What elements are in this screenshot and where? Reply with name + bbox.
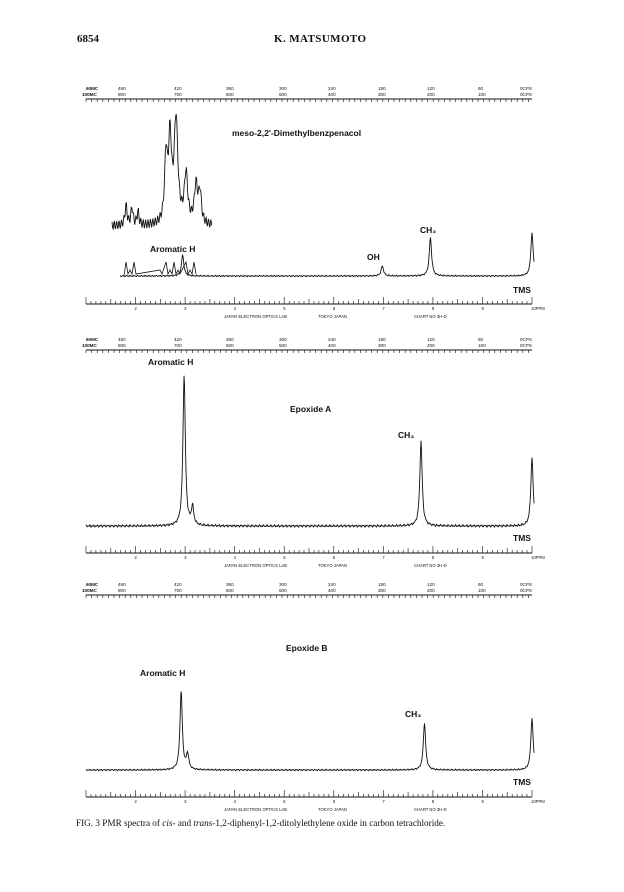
scale-row2-value: 200 [427, 343, 435, 348]
ppm-tick-label: 6 [332, 799, 336, 804]
scale-row2-value: 300 [378, 343, 386, 348]
scale-row1-value: 120 [427, 337, 435, 342]
ppm-footer-mid: TOKYO JAPAN [318, 807, 347, 812]
spectrum-3-label-aromatic: Aromatic H [140, 668, 186, 678]
ppm-tick-label: 9 [481, 799, 484, 804]
scale-row2-value: 100 [478, 588, 486, 593]
scale-row1-value: 180 [378, 582, 386, 587]
ppm-footer-left: JAPAN ELECTRON OPTICS LAB [224, 807, 287, 812]
ppm-tick-label: 5 [283, 555, 286, 560]
ppm-tick-label: 7 [382, 799, 385, 804]
figure-caption [76, 818, 556, 828]
ppm-tick-label: 4 [233, 799, 237, 804]
scale-row2-value: 100 [478, 92, 486, 97]
scale-row1-value: 420 [174, 582, 182, 587]
spectrum-3-title: Epoxide B [286, 643, 328, 653]
scale-row2-value: 500 [279, 343, 287, 348]
ppm-tick-label: 8 [431, 306, 435, 311]
scale-row1-value: 60 [478, 582, 484, 587]
scale-header [82, 86, 532, 102]
scale-row1-value: 240 [328, 86, 336, 91]
spectrum-3-label-ch3: CH₃ [405, 709, 422, 719]
ppm-axis [86, 546, 545, 568]
scale-row2-value: 300 [378, 588, 386, 593]
scale-row2-value: 0CPS [520, 92, 533, 97]
ppm-footer-right: CHART NO 3H-D [414, 314, 447, 319]
ppm-tick-label: 9 [481, 306, 484, 311]
ppm-tick-label: 5 [283, 306, 286, 311]
spectrum-1-title: meso-2,2'-Dimethylbenzpenacol [232, 128, 362, 138]
scale-row2-value: 0CPS [520, 588, 533, 593]
scale-row1-value: 60 [478, 337, 484, 342]
scale-row1-value: 360 [226, 337, 234, 342]
ppm-footer-mid: TOKYO JAPAN [318, 563, 347, 568]
scale-row1-value: 60 [478, 86, 484, 91]
caption-cis: cis- [162, 818, 176, 828]
scale-row1-value: 480 [118, 86, 126, 91]
spectrum-1-aromatic-expansion [112, 114, 212, 229]
scale-row2-value: 600 [226, 588, 234, 593]
caption-trans: trans- [193, 818, 216, 828]
spectrum-1-label-ch3: CH₃ [420, 225, 437, 235]
scale-row1-value: 300 [279, 582, 287, 587]
scale-row1-value: 0CPS [520, 337, 533, 342]
scale-row1-value: 300 [279, 86, 287, 91]
ppm-tick-label: 10PPM [531, 306, 545, 311]
scale-row1-label: 60MC [86, 86, 99, 91]
scale-row2-value: 700 [174, 343, 182, 348]
ppm-axis-ticks [86, 546, 532, 553]
caption-text-c: 1,2-diphenyl-1,2-ditolylethylene oxide in carbon tetrachloride. [215, 818, 446, 828]
spectrum-2-label-aromatic: Aromatic H [148, 357, 194, 367]
spectrum-1-label-tms: TMS [513, 285, 531, 295]
scale-row2-value: 0CPS [520, 343, 533, 348]
scale-row2-value: 600 [226, 92, 234, 97]
scale-row1-value: 360 [226, 582, 234, 587]
scale-row1-value: 180 [378, 86, 386, 91]
ppm-tick-label: 4 [233, 555, 237, 560]
ppm-tick-label: 8 [431, 799, 435, 804]
scale-row1-value: 240 [328, 337, 336, 342]
ppm-tick-label: 7 [382, 555, 385, 560]
scale-row1-value: 120 [427, 582, 435, 587]
spectrum-2-title: Epoxide A [290, 404, 332, 414]
spectrum-2-label-tms: TMS [513, 533, 531, 543]
spectrum-1-label-oh: OH [367, 252, 380, 262]
scale-row1-label: 60MC [86, 337, 99, 342]
scale-row2-value: 400 [328, 343, 336, 348]
scale-row1-value: 360 [226, 86, 234, 91]
ppm-tick-label: 2 [134, 555, 137, 560]
scale-row1-value: 0CPS [520, 86, 533, 91]
ppm-footer-mid: TOKYO JAPAN [318, 314, 347, 319]
ppm-tick-label: 6 [332, 306, 336, 311]
caption-text-a: PMR spectra of [102, 818, 163, 828]
ppm-tick-label: 6 [332, 555, 336, 560]
scale-row2-value: 100 [478, 343, 486, 348]
ppm-tick-label: 2 [134, 306, 137, 311]
scale-row2-label: 100MC [82, 92, 97, 97]
ppm-tick-label: 7 [382, 306, 385, 311]
scale-row1-value: 240 [328, 582, 336, 587]
scale-row1-value: 420 [174, 86, 182, 91]
scale-row2-value: 200 [427, 588, 435, 593]
spectrum-1-aromatic-multiplet [124, 262, 196, 276]
scale-row1-value: 300 [279, 337, 287, 342]
ppm-tick-label: 8 [431, 555, 435, 560]
scale-row2-value: 300 [378, 92, 386, 97]
scale-row2-value: 700 [174, 92, 182, 97]
scale-row2-value: 200 [427, 92, 435, 97]
spectrum-1-label-aromatic: Aromatic H [150, 244, 196, 254]
scale-row1-value: 420 [174, 337, 182, 342]
scale-row2-value: 400 [328, 588, 336, 593]
ppm-tick-label: 3 [184, 306, 187, 311]
scale-row1-value: 0CPS [520, 582, 533, 587]
scale-row2-label: 100MC [82, 588, 97, 593]
scale-row2-value: 800 [118, 588, 126, 593]
scale-row2-value: 600 [226, 343, 234, 348]
scale-row2-value: 800 [118, 92, 126, 97]
spectrum-2-label-ch3: CH₃ [398, 430, 415, 440]
scale-row1-value: 480 [118, 337, 126, 342]
ppm-tick-label: 5 [283, 799, 286, 804]
page-number: 6854 [77, 33, 99, 45]
scale-row2-value: 400 [328, 92, 336, 97]
ppm-axis-ticks [86, 297, 532, 304]
ppm-footer-left: JAPAN ELECTRON OPTICS LAB [224, 563, 287, 568]
scale-row1-value: 180 [378, 337, 386, 342]
caption-text-b: and [175, 818, 194, 828]
spectrum-3-label-tms: TMS [513, 777, 531, 787]
scale-row2-value: 700 [174, 588, 182, 593]
caption-fig-label: FIG. 3 [76, 818, 100, 828]
ppm-axis-ticks [86, 790, 532, 797]
running-head-author: K. MATSUMOTO [274, 33, 367, 45]
ppm-tick-label: 4 [233, 306, 237, 311]
ppm-axis [86, 297, 545, 319]
scale-row2-value: 500 [279, 588, 287, 593]
ppm-footer-right: CHART NO 3H-D [414, 807, 447, 812]
ppm-axis [86, 790, 545, 812]
scale-row2-value: 800 [118, 343, 126, 348]
scale-row1-value: 120 [427, 86, 435, 91]
ppm-footer-right: CHART NO 3H-D [414, 563, 447, 568]
ppm-tick-label: 9 [481, 555, 484, 560]
scale-row1-label: 60MC [86, 582, 99, 587]
spectrum-3-trace [86, 691, 534, 770]
ppm-tick-label: 10PPM [531, 799, 545, 804]
scale-row2-label: 100MC [82, 343, 97, 348]
scale-header [82, 337, 532, 353]
ppm-tick-label: 3 [184, 799, 187, 804]
scale-row2-value: 500 [279, 92, 287, 97]
scale-header [82, 582, 532, 598]
ppm-tick-label: 10PPM [531, 555, 545, 560]
ppm-tick-label: 2 [134, 799, 137, 804]
ppm-footer-left: JAPAN ELECTRON OPTICS LAB [224, 314, 287, 319]
ppm-tick-label: 3 [184, 555, 187, 560]
scale-row1-value: 480 [118, 582, 126, 587]
spectrum-2-trace [86, 376, 534, 528]
